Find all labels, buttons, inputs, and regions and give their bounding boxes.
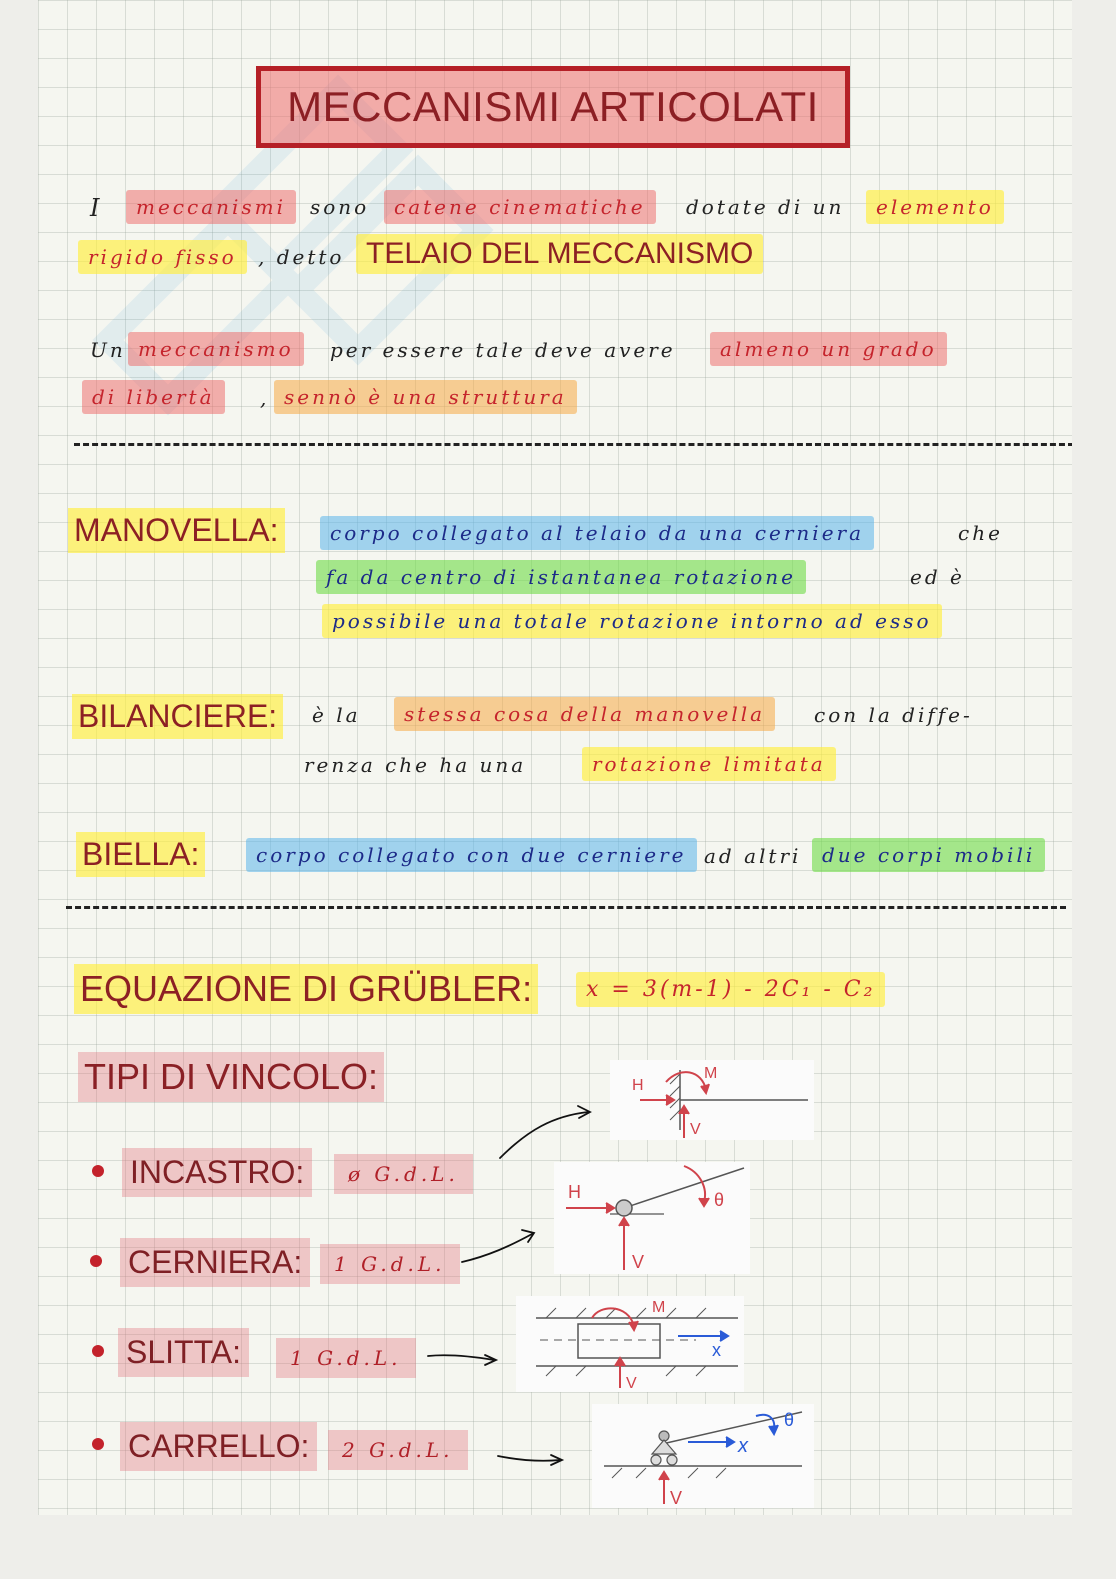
carrello-label: CARRELLO: [120,1422,317,1471]
bilanciere-stessa-cosa: stessa cosa della manovella [394,697,775,731]
grubler-formula: x = 3(m-1) - 2C₁ - C₂ [576,972,885,1007]
slitta-x: x [712,1340,721,1360]
incastro-gdl: ø G.d.L. [334,1154,473,1194]
intro-di-liberta: di libertà [82,380,225,414]
notebook-page [38,0,1072,1515]
intro-un: Un [90,338,126,362]
slitta-diagram [516,1296,744,1392]
bilanciere-e-la: è la [312,703,361,727]
intro-dotate: dotate di un [686,195,845,219]
cerniera-gdl: 1 G.d.L. [320,1244,460,1284]
manovella-che: che [958,521,1003,545]
intro-senno-struttura: sennò è una struttura [274,380,577,414]
intro-rigido-fisso: rigido fisso [78,240,247,274]
cerniera-theta: θ [714,1190,725,1210]
bilanciere-label: BILANCIERE: [72,694,283,739]
carrello-theta: θ [784,1410,795,1430]
intro-meccanismi: meccanismi [126,190,296,224]
biella-due-corpi-mobili: due corpi mobili [812,838,1045,872]
carrello-gdl: 2 G.d.L. [328,1430,468,1470]
tipi-di-vincolo-label: TIPI DI VINCOLO: [78,1052,384,1102]
manovella-def-line1: corpo collegato al telaio da una cerniera [320,516,874,550]
bilanciere-rotazione-limitata: rotazione limitata [582,747,836,781]
slitta-m: M [652,1299,666,1316]
incastro-v: V [690,1121,701,1138]
intro-word-i: I [90,194,103,222]
incastro-m: M [704,1065,718,1082]
intro-detto: , detto [258,245,345,269]
manovella-ed-e: ed è [910,565,965,589]
manovella-def-line2: fa da centro di istantanea rotazione [316,560,806,594]
bilanciere-renza: renza che ha una [304,753,527,777]
carrello-v: V [670,1488,683,1508]
intro-comma: , [260,386,270,410]
incastro-h: H [632,1077,644,1094]
page-title: MECCANISMI ARTICOLATI [256,66,850,148]
biella-label: BIELLA: [76,832,205,877]
intro-meccanismo: meccanismo [128,332,304,366]
slitta-label: SLITTA: [118,1328,249,1377]
cerniera-h: H [568,1182,581,1202]
incastro-label: INCASTRO: [122,1148,312,1197]
hand-drawn-arrows [38,0,1072,1515]
intro-sono: sono [310,195,370,219]
grubler-label: EQUAZIONE DI GRÜBLER: [74,964,538,1014]
intro-telaio-del-meccanismo: TELAIO DEL MECCANISMO [356,234,763,274]
intro-elemento: elemento [866,190,1004,224]
cerniera-v: V [632,1252,645,1272]
carrello-x: x [738,1435,748,1457]
slitta-gdl: 1 G.d.L. [276,1338,416,1378]
manovella-def-line3: possibile una totale rotazione intorno ad esso [322,604,942,638]
incastro-diagram [610,1060,814,1140]
carrello-diagram [592,1404,814,1508]
intro-almeno-un-grado: almeno un grado [710,332,947,366]
intro-catene-cinematiche: catene cinematiche [384,190,656,224]
biella-def: corpo collegato con due cerniere [246,838,697,872]
intro-per-essere-tale: per essere tale deve avere [330,338,676,362]
cerniera-label: CERNIERA: [120,1238,310,1287]
manovella-label: MANOVELLA: [68,508,285,553]
cerniera-diagram [554,1162,750,1274]
slitta-v: V [626,1375,637,1392]
bilanciere-con-la-diffe: con la diffe- [814,703,973,727]
biella-ad-altri: ad altri [704,844,802,868]
